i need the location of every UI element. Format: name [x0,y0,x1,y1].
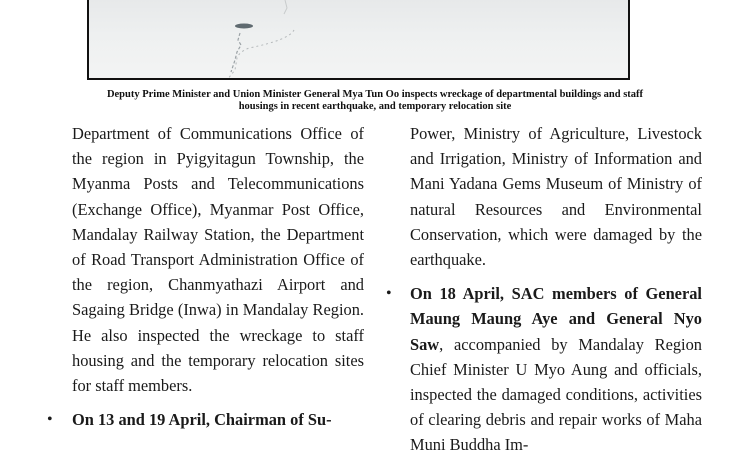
right-bullet-bold: On 18 April, SAC members of General Maung Maung Aye and General Nyo Saw [410,284,702,354]
right-column [386,121,702,458]
left-column [47,121,364,432]
photo-caption [40,89,710,112]
bullet-icon: • [386,285,392,303]
left-paragraph: Department of Communications Office of the region in Pyigyitagun Township, the Myanma Posts and Telecommunications (Exchange Office), Myanmar Post Office, Mandalay Railway Station, the Department of Road Transport Administration Office of the region, Chanmyathazi Airport and Sagaing Bridge (Inwa) in Mandalay Region. He also inspected the wreckage to staff housing and the temporary relocation sites for staff members. [72,124,364,396]
caption-line-2: housings in recent earthquake, and temporary relocation site [238,100,512,112]
photo-image [89,0,630,80]
right-paragraph: Power, Ministry of Agriculture, Livestock and Irrigation, Ministry of Information and Mani Yadana Gems Museum of Ministry of natural Resources and Environmental Conservation, which were damaged by the earthquake. [410,124,702,270]
right-bullet-text: , accompanied by Mandalay Region Chief Minister U Myo Aung and officials, inspected the damaged conditions, activities of clearing debris and repair works of Maha Muni Buddha Im- [410,334,702,455]
left-bullet-item [47,407,364,432]
right-bullet-item [386,281,702,457]
news-photo [87,0,630,80]
left-bullet-bold: On 13 and 19 April, Chairman of Su- [72,410,332,430]
bullet-icon: • [47,411,53,429]
caption-line-1: Deputy Prime Minister and Union Minister General Mya Tun Oo inspects wreckage of departmental buildings and staff [106,89,644,100]
